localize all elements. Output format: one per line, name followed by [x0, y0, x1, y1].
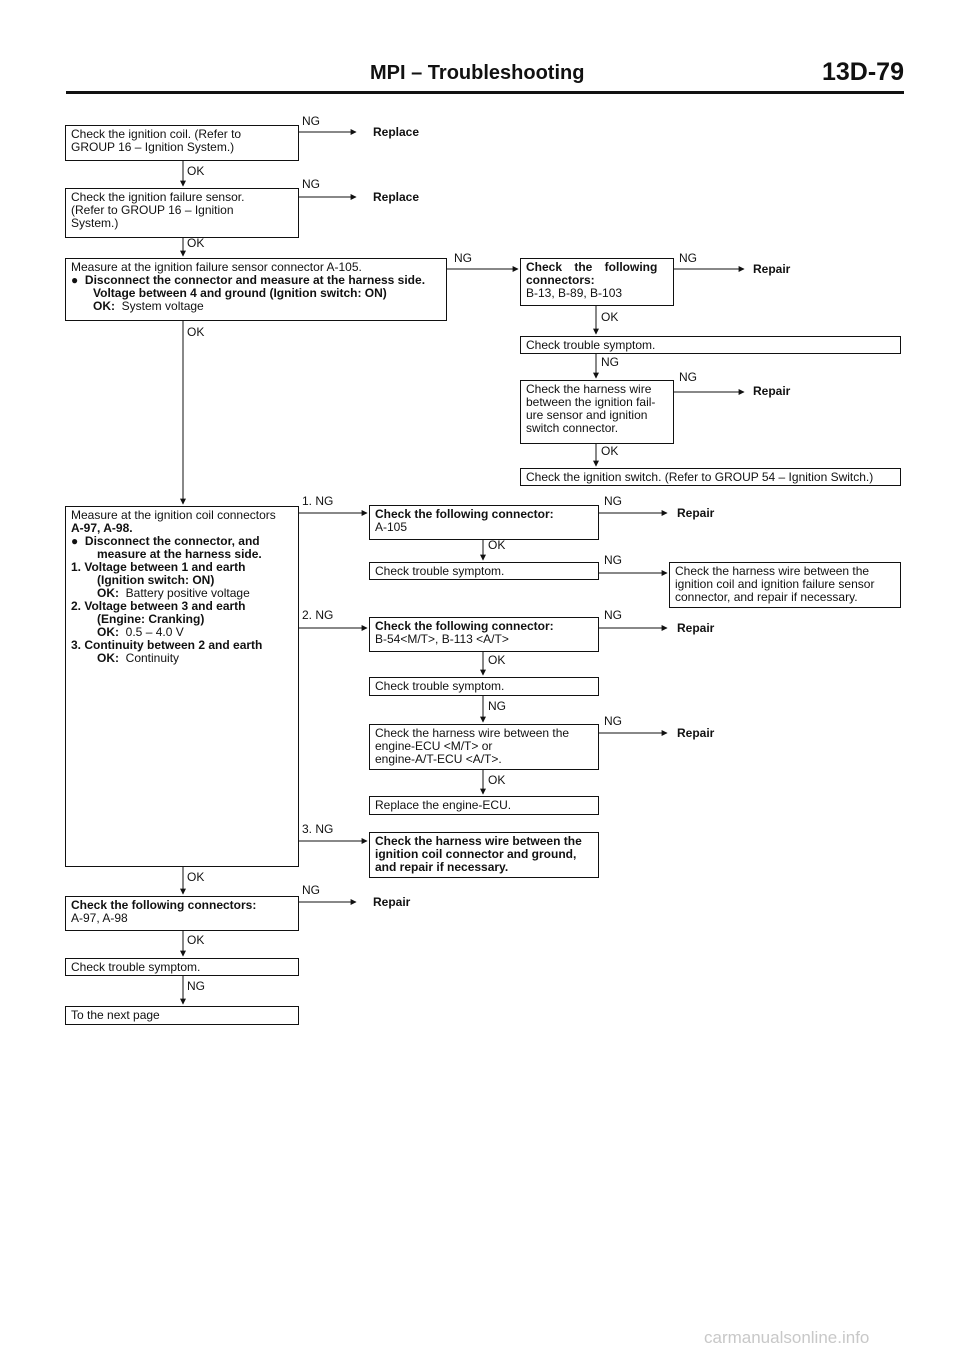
box-line: connectors: [526, 273, 595, 287]
ng-label: NG [601, 355, 619, 369]
ok-criteria-label: OK: [97, 586, 119, 600]
box-line: connector, and repair if necessary. [675, 590, 858, 604]
box-line: Check the following connector: [375, 507, 554, 521]
box-line: Disconnect the connector and measure at the harness side. [84, 273, 426, 287]
ng-label-1: 1. NG [302, 494, 334, 508]
box-line: Check the following connectors: [71, 898, 257, 912]
box-line: Check the ignition failure sensor. [71, 190, 245, 204]
action-repair: Repair [373, 895, 411, 909]
ok-label: OK [488, 538, 506, 552]
check-trouble-symptom-box [369, 677, 599, 696]
box-line: Disconnect the connector, and [84, 534, 260, 548]
bullet-icon: ● [71, 534, 79, 548]
ok-label: OK [187, 325, 205, 339]
box-line: and repair if necessary. [375, 860, 509, 874]
box-line: ignition coil connector and ground, [375, 847, 577, 861]
measure-ignition-coil-box [65, 506, 299, 867]
check-ignition-failure-sensor-box [65, 188, 299, 238]
ng-label: NG [454, 251, 472, 265]
box-line: To the next page [71, 1008, 160, 1022]
ok-label: OK [187, 236, 205, 250]
ok-label: OK [187, 933, 205, 947]
check-ignition-coil-box [65, 125, 299, 161]
ok-label: OK [601, 310, 619, 324]
action-replace: Replace [373, 190, 420, 204]
action-repair: Repair [677, 506, 715, 520]
check-harness-coil-sensor-box [669, 562, 901, 608]
box-line: Check the harness wire between the [375, 726, 570, 740]
check-harness-engine-ecu-box [369, 724, 599, 770]
ng-label: NG [302, 114, 320, 128]
box-line: Measure at the ignition coil connectors [71, 508, 276, 522]
page-number: 13D-79 [822, 58, 904, 86]
action-repair: Repair [677, 726, 715, 740]
box-line: Check the ignition switch. (Refer to GROUP 54 – Ignition Switch.) [526, 470, 874, 484]
check-ignition-switch-box [520, 468, 901, 486]
box-line: Check the harness wire [526, 382, 652, 396]
box-line: Battery positive voltage [125, 586, 250, 600]
box-line: engine-A/T-ECU <A/T>. [375, 752, 502, 766]
box-line: Check the harness wire between the [375, 834, 582, 848]
box-line: 1. Voltage between 1 and earth [71, 560, 246, 574]
box-line: Check the following connector: [375, 619, 554, 633]
box-line: Check the following [526, 260, 658, 274]
ok-label: OK [187, 164, 205, 178]
box-line: Voltage between 4 and ground (Ignition switch: ON) [93, 286, 387, 300]
action-replace: Replace [373, 125, 420, 139]
ng-label: NG [679, 251, 697, 265]
box-line: Check trouble symptom. [526, 338, 656, 352]
check-connectors-a97-a98-box [65, 896, 299, 931]
ng-label: NG [488, 699, 506, 713]
bullet-icon: ● [71, 273, 79, 287]
box-line: between the ignition fail- [526, 395, 656, 409]
box-line: Check the ignition coil. (Refer to [71, 127, 242, 141]
box-line: Replace the engine-ECU. [375, 798, 512, 812]
ng-label-2: 2. NG [302, 608, 334, 622]
box-line: Check trouble symptom. [71, 960, 201, 974]
replace-engine-ecu-box [369, 796, 599, 815]
ok-criteria-label: OK: [97, 651, 119, 665]
check-connector-a105-box [369, 505, 599, 540]
check-trouble-symptom-box [369, 562, 599, 580]
ng-label: NG [604, 494, 622, 508]
box-line: GROUP 16 – Ignition System.) [71, 140, 235, 154]
box-line: A-97, A-98. [71, 521, 133, 535]
box-line: Check the harness wire between the [675, 564, 870, 578]
box-line: B-13, B-89, B-103 [526, 286, 623, 300]
box-line: A-97, A-98 [71, 911, 128, 925]
ng-label: NG [604, 714, 622, 728]
box-line: Check trouble symptom. [375, 679, 505, 693]
box-line: ignition coil and ignition failure sensor [675, 577, 875, 591]
box-line: (Ignition switch: ON) [97, 573, 215, 587]
ok-criteria-label: OK: [97, 625, 119, 639]
check-connector-b54-box [369, 617, 599, 652]
box-line: switch connector. [526, 421, 619, 435]
box-line: System voltage [121, 299, 204, 313]
box-line: ure sensor and ignition [526, 408, 648, 422]
check-trouble-symptom-box [520, 336, 901, 354]
action-repair: Repair [677, 621, 715, 635]
box-line: 3. Continuity between 2 and earth [71, 638, 263, 652]
box-line: 2. Voltage between 3 and earth [71, 599, 246, 613]
box-line: System.) [71, 216, 119, 230]
measure-failure-sensor-box [65, 258, 447, 321]
check-trouble-symptom-box [65, 958, 299, 976]
box-line: B-54<M/T>, B-113 <A/T> [375, 632, 509, 646]
box-line: Measure at the ignition failure sensor connector A-105. [71, 260, 362, 274]
box-line: Continuity [125, 651, 180, 665]
check-harness-coil-ground-box [369, 832, 599, 878]
box-line: measure at the harness side. [97, 547, 262, 561]
box-line: A-105 [375, 520, 408, 534]
ok-label: OK [601, 444, 619, 458]
ok-criteria-label: OK: [93, 299, 115, 313]
box-line: 0.5 – 4.0 V [125, 625, 184, 639]
ok-label: OK [488, 653, 506, 667]
ng-label-3: 3. NG [302, 822, 334, 836]
to-next-page-box [65, 1006, 299, 1025]
box-line: (Refer to GROUP 16 – Ignition [71, 203, 234, 217]
action-repair: Repair [753, 384, 791, 398]
ok-label: OK [187, 870, 205, 884]
action-repair: Repair [753, 262, 791, 276]
ng-label: NG [302, 883, 320, 897]
box-line: (Engine: Cranking) [97, 612, 205, 626]
page-title: MPI – Troubleshooting [370, 62, 585, 84]
check-connectors-b13-box [520, 258, 674, 306]
ng-label: NG [302, 177, 320, 191]
ng-label: NG [679, 370, 697, 384]
ng-label: NG [604, 553, 622, 567]
ng-label: NG [604, 608, 622, 622]
check-harness-failure-sensor-box [520, 380, 674, 444]
ng-label: NG [187, 979, 205, 993]
box-line: Check trouble symptom. [375, 564, 505, 578]
box-line: engine-ECU <M/T> or [375, 739, 493, 753]
watermark: carmanualsonline.info [704, 1328, 870, 1347]
ok-label: OK [488, 773, 506, 787]
